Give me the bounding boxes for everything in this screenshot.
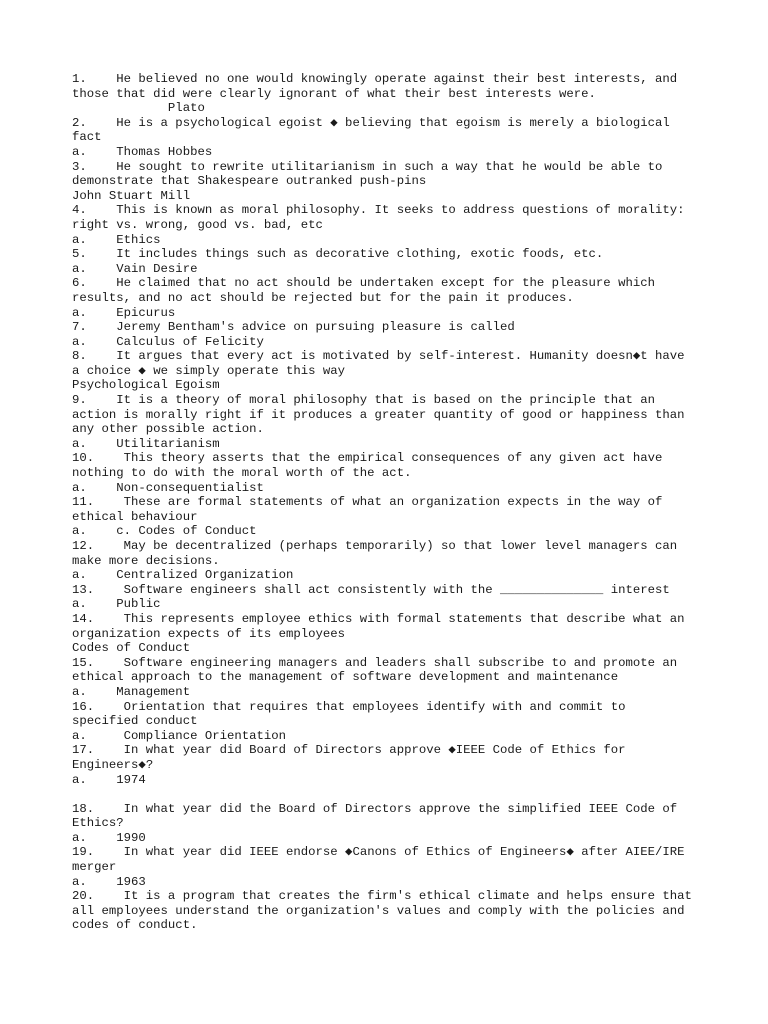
text-line: a. 1963 — [72, 874, 146, 889]
text-line: 8. It argues that every act is motivated by self-interest. Humanity doesn◆t have — [72, 349, 685, 364]
text-line: results, and no act should be rejected but for the pain it produces. — [72, 290, 574, 305]
text-line: Ethics? — [72, 816, 124, 831]
text-line: a. Ethics — [72, 232, 161, 247]
text-line: codes of conduct. — [72, 918, 198, 933]
text-line: 17. In what year did Board of Directors approve ◆IEEE Code of Ethics for — [72, 743, 626, 758]
text-line: 10. This theory asserts that the empirical consequences of any given act have — [72, 451, 663, 466]
text-line: 16. Orientation that requires that employees identify with and commit to — [72, 699, 626, 714]
text-line: ethical approach to the management of software development and maintenance — [72, 670, 619, 685]
text-line: ethical behaviour — [72, 509, 198, 524]
text-line: a. Epicurus — [72, 305, 176, 320]
text-line: those that did were clearly ignorant of what their best interests were. — [72, 86, 596, 101]
text-line: nothing to do with the moral worth of the act. — [72, 466, 412, 481]
text-line: 13. Software engineers shall act consistently with the ______________ interest — [72, 582, 670, 597]
text-line: Plato — [72, 101, 205, 116]
text-line: a choice ◆ we simply operate this way — [72, 363, 346, 378]
document-page — [72, 72, 712, 933]
text-line: a. 1990 — [72, 830, 146, 845]
text-line: 12. May be decentralized (perhaps temporarily) so that lower level managers can — [72, 539, 678, 553]
text-line: 3. He sought to rewrite utilitarianism in such a way that he would be able to — [72, 159, 663, 174]
text-line: 11. These are formal statements of what an organization expects in the way of — [72, 495, 663, 510]
text-line: 5. It includes things such as decorative clothing, exotic foods, etc. — [72, 247, 604, 262]
text-line: John Stuart Mill — [72, 188, 191, 203]
text-line: a. Public — [72, 597, 161, 612]
text-line: action is morally right if it produces a greater quantity of good or happiness than — [72, 407, 685, 422]
text-line: demonstrate that Shakespeare outranked push-pins — [72, 174, 427, 189]
text-line: make more decisions. — [72, 553, 220, 568]
text-line: right vs. wrong, good vs. bad, etc — [72, 217, 323, 232]
text-line: 2. He is a psychological egoist ◆ believing that egoism is merely a biological — [72, 115, 670, 130]
text-line: a. Compliance Orientation — [72, 728, 287, 743]
text-line: a. Centralized Organization — [72, 568, 294, 583]
text-line: specified conduct — [72, 714, 198, 729]
text-line: 14. This represents employee ethics with formal statements that describe what an — [72, 611, 685, 626]
text-line: 6. He claimed that no act should be undertaken except for the pleasure which — [72, 276, 655, 291]
text-line: a. Utilitarianism — [72, 436, 220, 451]
text-line: Codes of Conduct — [72, 641, 191, 656]
text-line: a. Calculus of Felicity — [72, 334, 264, 349]
text-line: Engineers◆? — [72, 757, 154, 772]
text-line: 19. In what year did IEEE endorse ◆Canons of Ethics of Engineers◆ after AIEE/IRE — [72, 845, 685, 860]
text-line: a. Thomas Hobbes — [72, 144, 213, 159]
text-line: a. Vain Desire — [72, 261, 198, 276]
text-line: 20. It is a program that creates the firm's ethical climate and helps ensure that — [72, 889, 692, 904]
text-line: Psychological Egoism — [72, 378, 220, 393]
text-line: 18. In what year did the Board of Directors approve the simplified IEEE Code of — [72, 801, 678, 816]
text-line: a. Non-consequentialist — [72, 480, 264, 495]
text-line: merger — [72, 860, 117, 875]
text-line: organization expects of its employees — [72, 626, 346, 641]
text-line: a. c. Codes of Conduct — [72, 524, 257, 539]
text-line: 15. Software engineering managers and leaders shall subscribe to and promote an — [72, 655, 678, 670]
text-line: all employees understand the organization's values and comply with the policies and — [72, 903, 685, 918]
text-line: 9. It is a theory of moral philosophy that is based on the principle that an — [72, 393, 655, 408]
text-line: 1. He believed no one would knowingly operate against their best interests, and — [72, 72, 678, 86]
text-line: a. 1974 — [72, 772, 146, 787]
text-line: fact — [72, 130, 102, 145]
text-line: any other possible action. — [72, 422, 264, 437]
text-line: 7. Jeremy Bentham's advice on pursuing pleasure is called — [72, 320, 515, 335]
text-line: 4. This is known as moral philosophy. It seeks to address questions of morality: — [72, 203, 685, 218]
text-line: a. Management — [72, 684, 191, 699]
blank-line — [72, 787, 712, 802]
